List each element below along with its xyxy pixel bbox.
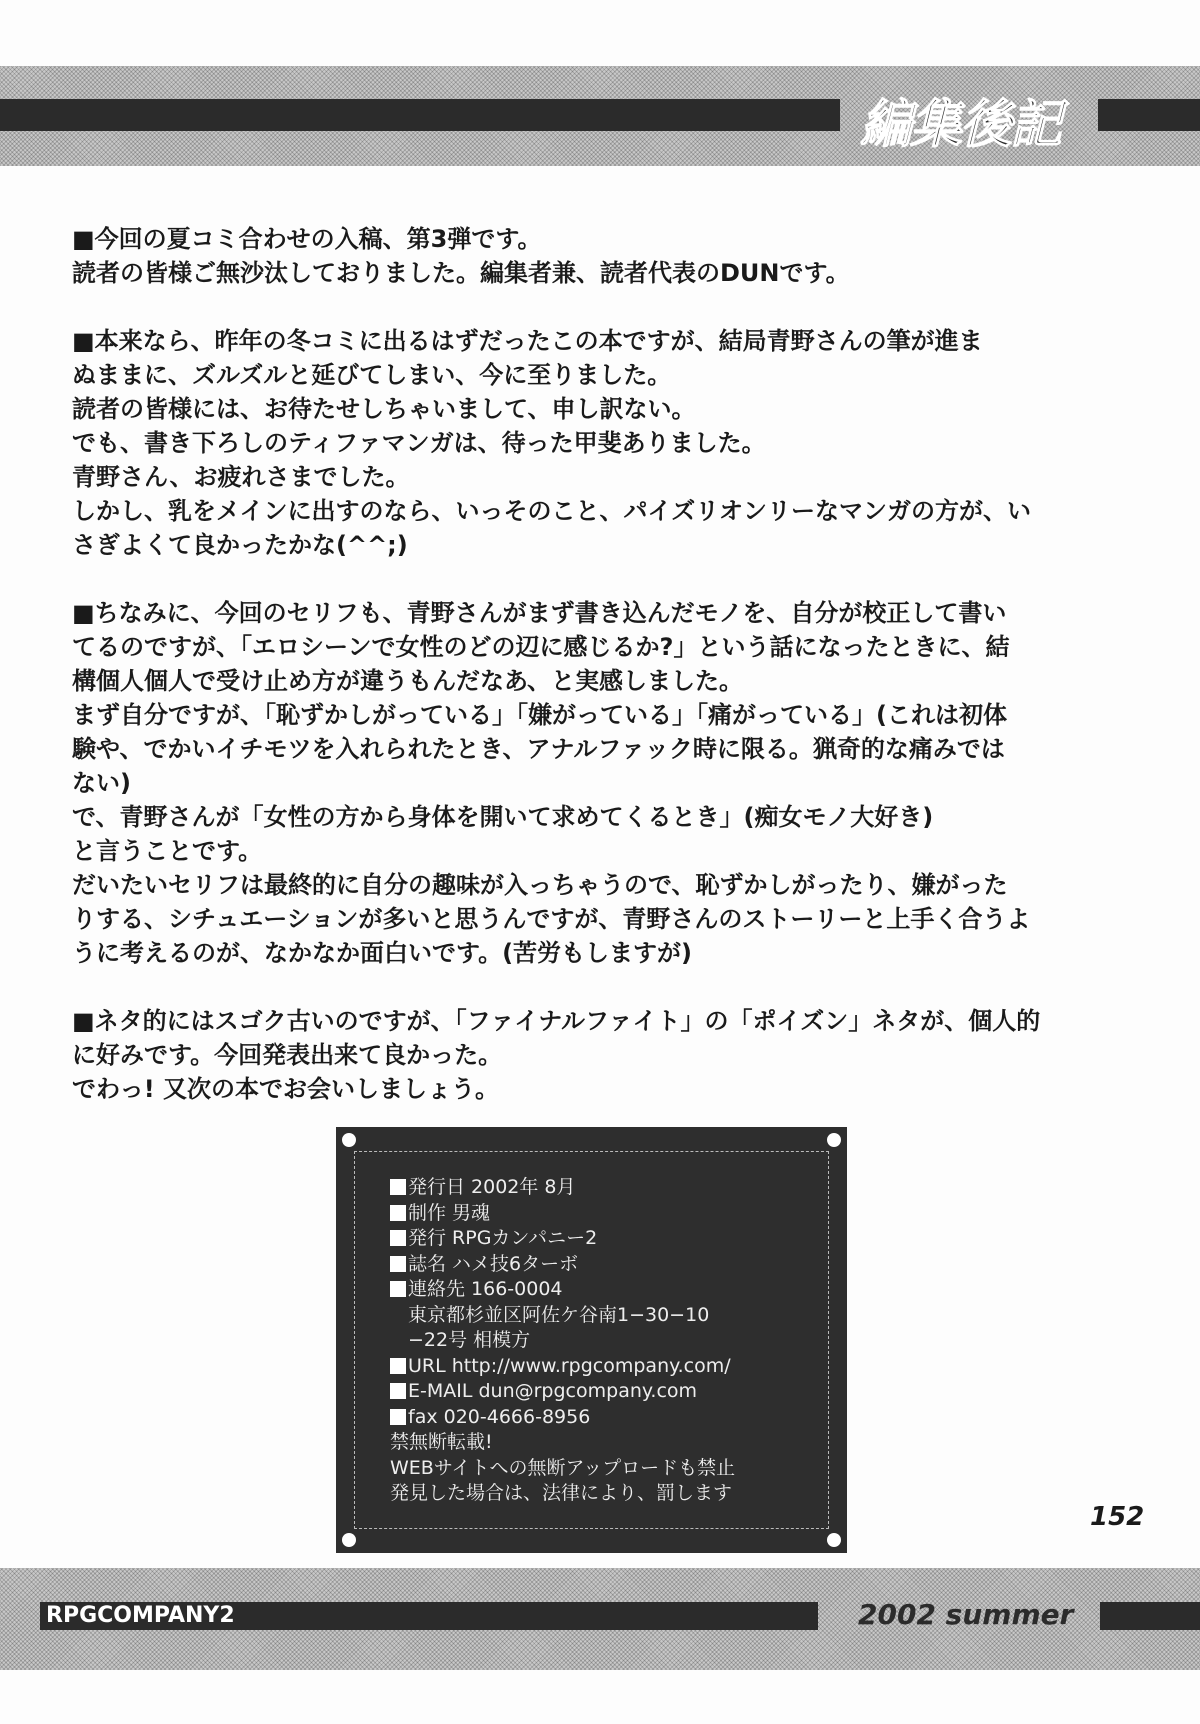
text-line: でも、書き下ろしのティファマンガは、待った甲斐ありました。 [72,429,766,457]
colophon-production: 制作 男魂 [390,1201,735,1227]
text-line: ■ちなみに、今回のセリフも、青野さんがまず書き込んだモノを、自分が校正して書い [72,599,1007,627]
colophon-notice: WEBサイトへの無断アップロードも禁止 [390,1456,736,1479]
text-line: でわっ! 又次の本でお会いしましょう。 [72,1075,500,1103]
text-line: うに考えるのが、なかなか面白いです。(苦労もしますが) [72,939,693,967]
paragraph [72,222,1132,290]
footer-bar [1100,1602,1200,1630]
text-line: しかし、乳をメインに出すのなら、いっそのこと、パイズリオンリーなマンガの方が、い [72,497,1032,525]
text-line: 構個人個人で受け止め方が違うもんだなあ、と実感しました。 [72,667,744,695]
colophon-address: −22号 相模方 [408,1329,531,1351]
footer-edition: 2002 summer [858,1598,1074,1631]
text-line: だいたいセリフは最終的に自分の趣味が入っちゃうので、恥ずかしがったり、嫌がった [72,871,1008,899]
colophon-fax: fax 020-4666-8956 [390,1405,735,1431]
text-line: で、青野さんが「女性の方から身体を開いて求めてくるとき」(痴女モノ大好き) [72,803,934,831]
text-line: 読者の皆様ご無沙汰しておりました。編集者兼、読者代表のDUNです。 [72,259,850,287]
text-line: と言うことです。 [72,837,263,865]
text-line: 験や、でかいイチモツを入れられたとき、アナルファック時に限る。猟奇的な痛みでは [72,735,1005,763]
text-line: まず自分ですが、「恥ずかしがっている」「嫌がっている」「痛がっている」(これは初体 [72,701,1007,729]
text-line: ない) [72,769,131,797]
colophon-box [336,1127,847,1553]
afterword-body [72,222,1132,1106]
colophon-email[interactable]: E-MAIL dun@rpgcompany.com [390,1379,735,1405]
colophon-date: 発行日 2002年 8月 [390,1175,735,1201]
text-line: さぎよくて良かったかな(^^;) [72,531,408,559]
corner-dot [342,1133,356,1147]
text-line: りする、シチュエーションが多いと思うんですが、青野さんのストーリーと上手く合うよ [72,905,1031,933]
colophon-address: 東京都杉並区阿佐ケ谷南1−30−10 [408,1303,710,1326]
paragraph [72,1004,1132,1106]
page-number: 152 [1090,1502,1145,1532]
footer-brand: RPGCOMPANY2 [46,1603,235,1628]
text-line: ぬままに、ズルズルと延びてしまい、今に至りました。 [72,361,672,389]
corner-dot [827,1533,841,1547]
colophon-contact: 連絡先 166-0004 [390,1277,735,1303]
page-title: 編集後記 [860,95,1061,155]
paragraph [72,596,1132,970]
text-line: ■本来なら、昨年の冬コミに出るはずだったこの本ですが、結局青野さんの筆が進ま [72,327,983,355]
colophon-notice: 発見した場合は、法律により、罰します [390,1482,733,1504]
header-bar [0,99,840,131]
colophon-url[interactable]: URL http://www.rpgcompany.com/ [390,1354,735,1380]
colophon-notice: 禁無断転載! [390,1431,493,1453]
corner-dot [342,1533,356,1547]
colophon-magazine: 誌名 ハメ技6ターボ [390,1252,735,1278]
text-line: てるのですが、「エロシーンで女性のどの辺に感じるか?」という話になったときに、結 [72,633,1010,661]
text-line: ■今回の夏コミ合わせの入稿、第3弾です。 [72,225,542,253]
header-bar [1098,99,1200,131]
text-line: ■ネタ的にはスゴク古いのですが、「ファイナルファイト」の「ポイズン」ネタが、個人的 [72,1007,1041,1035]
text-line: 青野さん、お疲れさまでした。 [72,463,410,491]
paragraph [72,324,1132,562]
corner-dot [827,1133,841,1147]
colophon-publisher: 発行 RPGカンパニー2 [390,1226,735,1252]
text-line: に好みです。今回発表出来て良かった。 [72,1041,503,1069]
text-line: 読者の皆様には、お待たせしちゃいまして、申し訳ない。 [72,395,696,423]
